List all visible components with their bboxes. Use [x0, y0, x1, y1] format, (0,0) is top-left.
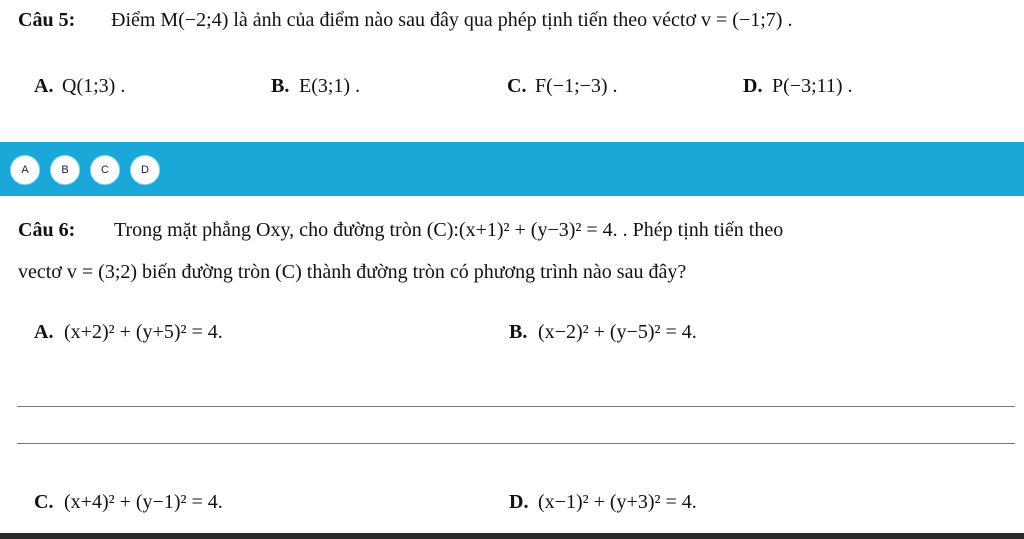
answer-choice-bar — [0, 142, 1024, 196]
bottom-edge — [0, 533, 1024, 539]
q5-opt-a-value: Q(1;3) . — [62, 75, 126, 97]
q5-text: Điểm M(−2;4) là ảnh của điểm nào sau đây qua phép tịnh tiến theo véctơ v = (−1;7) . — [111, 9, 793, 31]
q6-opt-c-key: C. — [34, 491, 54, 513]
q5-label: Câu 5: — [18, 9, 76, 31]
choice-d-button[interactable]: D — [130, 155, 160, 185]
q6-opt-a-key: A. — [34, 321, 54, 343]
q6-line1: Trong mặt phẳng Oxy, cho đường tròn (C):(x+1)² + (y−3)² = 4. . Phép tịnh tiến theo — [114, 219, 784, 241]
q6-opt-d-key: D. — [509, 491, 529, 513]
q6-line2: vectơ v = (3;2) biến đường tròn (C) thành đường tròn có phương trình nào sau đây? — [18, 261, 687, 283]
q5-opt-c-key: C. — [507, 75, 527, 97]
answer-line-1 — [17, 406, 1015, 407]
q6-opt-b-value: (x−2)² + (y−5)² = 4. — [538, 321, 697, 343]
q5-opt-b-key: B. — [271, 75, 290, 97]
q5-opt-d-key: D. — [743, 75, 763, 97]
q5-opt-c-value: F(−1;−3) . — [535, 75, 618, 97]
choice-b-button[interactable]: B — [50, 155, 80, 185]
answer-line-2 — [17, 443, 1015, 444]
q5-opt-b-value: E(3;1) . — [299, 75, 361, 97]
q5-opt-a-key: A. — [34, 75, 54, 97]
q6-opt-d-value: (x−1)² + (y+3)² = 4. — [538, 491, 697, 513]
choice-a-button[interactable]: A — [10, 155, 40, 185]
choice-c-button[interactable]: C — [90, 155, 120, 185]
q6-opt-a-value: (x+2)² + (y+5)² = 4. — [64, 321, 223, 343]
q6-label: Câu 6: — [18, 219, 76, 241]
q5-opt-d-value: P(−3;11) . — [772, 75, 853, 97]
q6-opt-c-value: (x+4)² + (y−1)² = 4. — [64, 491, 223, 513]
q6-opt-b-key: B. — [509, 321, 528, 343]
